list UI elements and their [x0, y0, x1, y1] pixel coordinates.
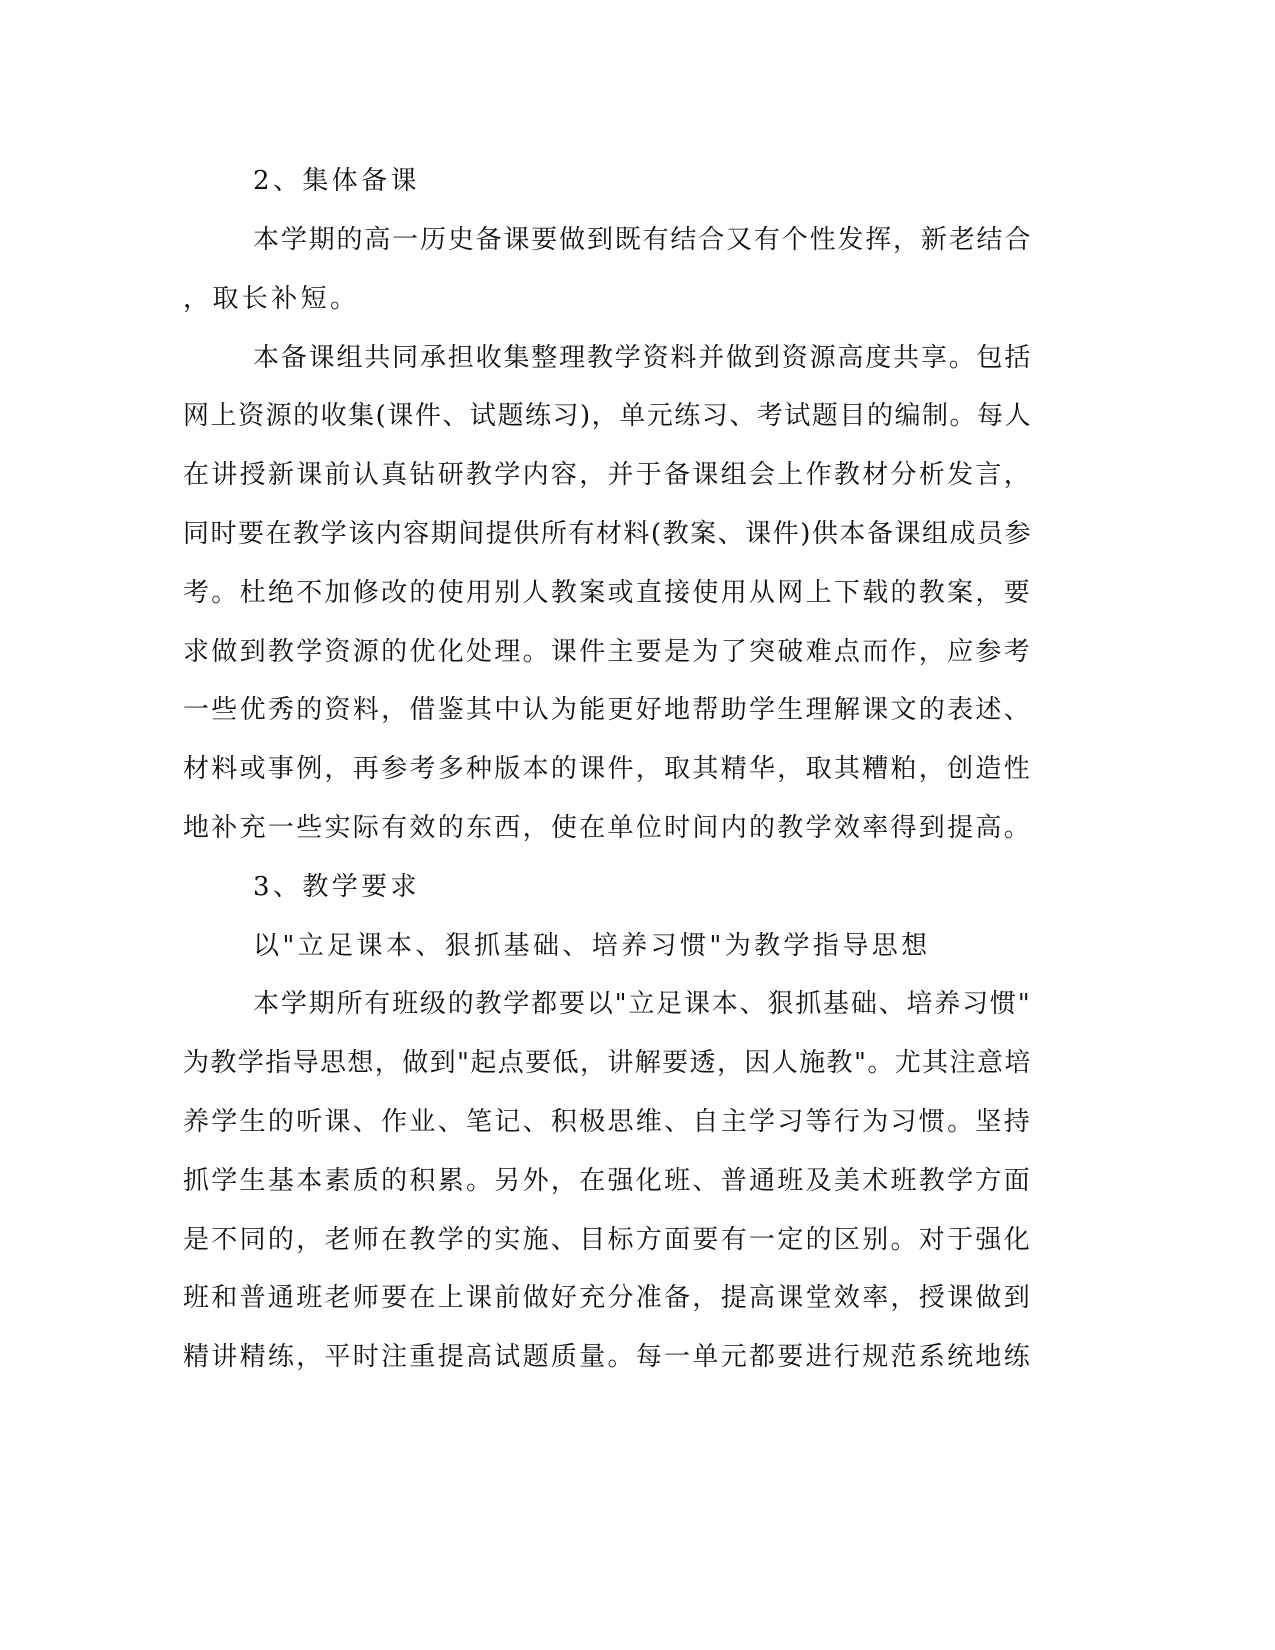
paragraph-line: 抓学生基本素质的积累。另外，在强化班、普通班及美术班教学方面: [183, 1166, 1033, 1196]
paragraph-line: 是不同的，老师在教学的实施、目标方面要有一定的区别。对于强化: [183, 1225, 1033, 1255]
paragraph-line: 以"立足课本、狠抓基础、培养习惯"为教学指导思想: [253, 931, 931, 961]
paragraph-line: 材料或事例，再参考多种版本的课件，取其精华，取其糟粕，创造性: [183, 754, 1033, 784]
paragraph-line: 网上资源的收集(课件、试题练习)，单元练习、考试题目的编制。每人: [183, 401, 1033, 431]
paragraph-line: 精讲精练，平时注重提高试题质量。每一单元都要进行规范系统地练: [183, 1342, 1033, 1372]
paragraph-line: 在讲授新课前认真钻研教学内容，并于备课组会上作教材分析发言，: [183, 460, 1033, 490]
paragraph-line: 本学期所有班级的教学都要以"立足课本、狠抓基础、培养习惯": [253, 989, 1032, 1019]
paragraph-line: ，取长补短。: [183, 284, 360, 314]
paragraph-line: 同时要在教学该内容期间提供所有材料(教案、课件)供本备课组成员参: [183, 519, 1033, 549]
paragraph-line: 本备课组共同承担收集整理教学资料并做到资源高度共享。包括: [253, 343, 1033, 373]
paragraph-line: 班和普通班老师要在上课前做好充分准备，提高课堂效率，授课做到: [183, 1283, 1033, 1313]
paragraph-line: 求做到教学资源的优化处理。课件主要是为了突破难点而作，应参考: [183, 637, 1033, 667]
paragraph-line: 为教学指导思想，做到"起点要低，讲解要透，因人施教"。尤其注意培: [183, 1048, 1032, 1078]
paragraph-line: 地补充一些实际有效的东西，使在单位时间内的教学效率得到提高。: [183, 813, 1033, 843]
section-heading: 3、教学要求: [253, 872, 420, 902]
section-heading: 2、集体备课: [253, 166, 420, 196]
paragraph-line: 一些优秀的资料，借鉴其中认为能更好地帮助学生理解课文的表述、: [183, 695, 1033, 725]
paragraph-line: 本学期的高一历史备课要做到既有结合又有个性发挥，新老结合: [253, 225, 1033, 255]
paragraph-line: 养学生的听课、作业、笔记、积极思维、自主学习等行为习惯。坚持: [183, 1107, 1033, 1137]
paragraph-line: 考。杜绝不加修改的使用别人教案或直接使用从网上下载的教案，要: [183, 578, 1033, 608]
